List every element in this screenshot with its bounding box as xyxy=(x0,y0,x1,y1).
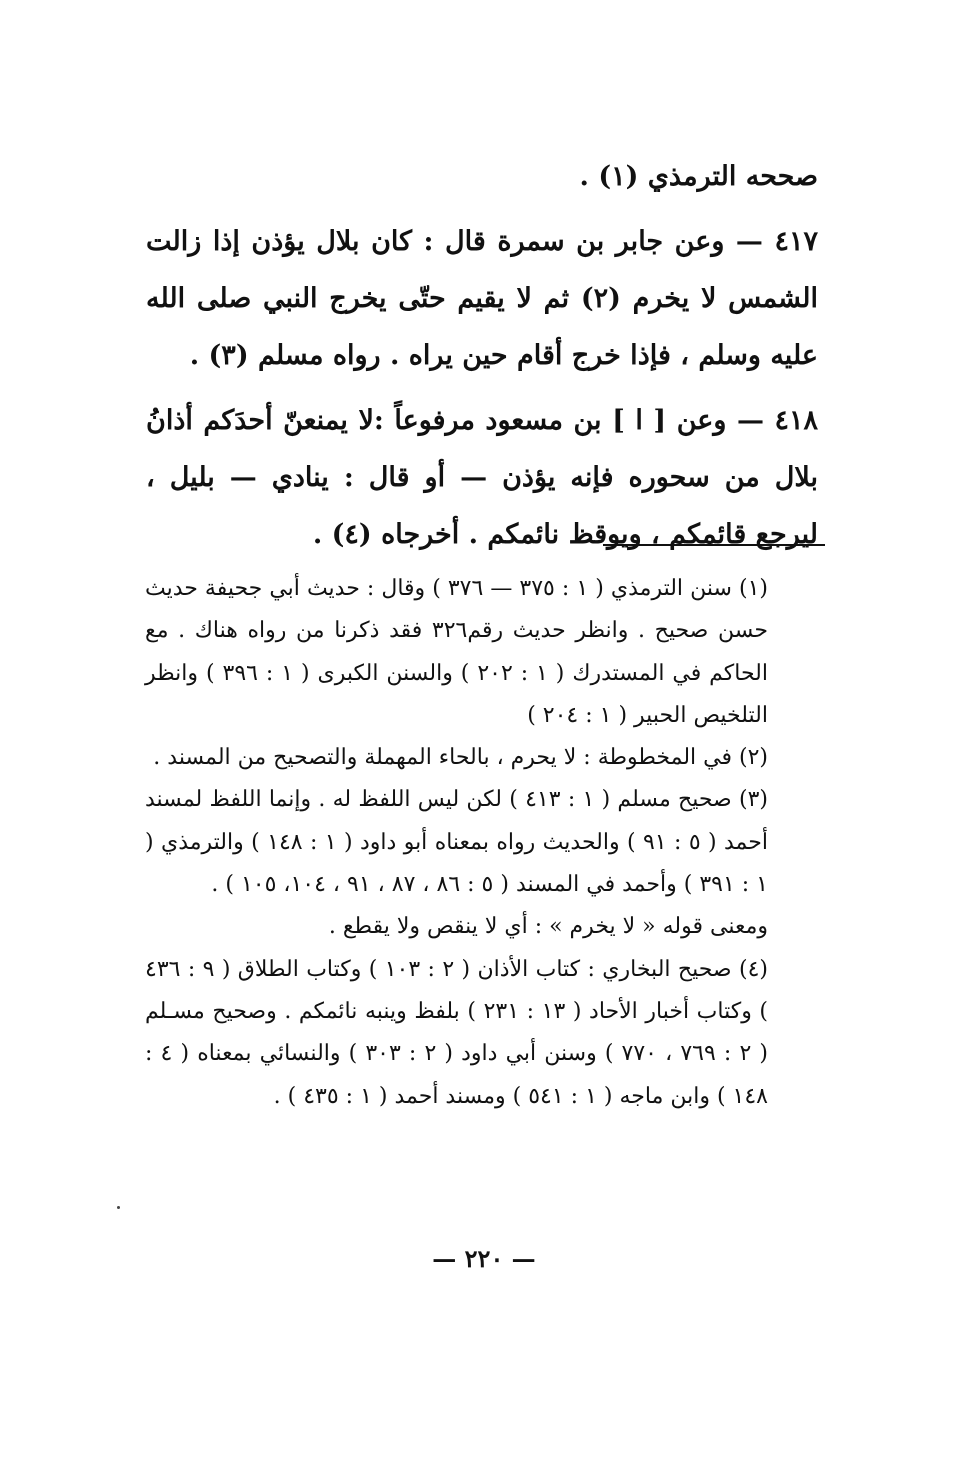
scan-speck xyxy=(117,1206,120,1209)
footnote-3: (٣) صحيح مسلم ( ١ : ٤١٣ ) لكن ليس اللفظ له . وإنما اللفظ لمسند أحمد ( ٥ : ٩١ ) والحديث رواه بمعناه أبو داود ( ١ : ١٤٨ ) والترمذي ( ١ : ٣٩١ ) وأحمد في المسند ( ٥ : ٨٦ ، ٨٧ ، ٩١ ، ١٠٤، ١٠٥ ) . xyxy=(145,787,768,898)
main-text xyxy=(146,148,818,563)
footnote-4: (٤) صحيح البخاري : كتاب الأذان ( ٢ : ١٠٣ ) وكتاب الطلاق ( ٩ : ٤٣٦ ) وكتاب أخبار الأحاد ( ١٣ : ٢٣١ ) بلفظ وينبه نائمكم . وصحيح مسـلم ( ٢ : ٧٦٩ ، ٧٧٠ ) وسنن أبي داود ( ٢ : ٣٠٣ ) والنسائي بمعناه ( ٤ : ١٤٨ ) وابن ماجه ( ١ : ٥٤١ ) ومسند أحمد ( ١ : ٤٣٥ ) . xyxy=(145,956,769,1109)
footnote-separator xyxy=(603,544,825,546)
page-number: — ٢٢٠ — xyxy=(432,1244,536,1273)
footnote-3-meaning: ومعنى قوله « لا يخرم » : أي لا ينقص ولا يقطع . xyxy=(328,914,768,940)
footnotes xyxy=(145,568,813,1118)
footnote-1: (١) سنن الترمذي ( ١ : ٣٧٥ — ٣٧٦ ) وقال : حديث أبي جحيفة حديث حسن صحيح . وانظر حديث رقم٣٢٦ فقد ذكرنا من رواه هناك . مع الحاكم في المستدرك ( ١ : ٢٠٢ ) والسنن الكبرى ( ١ : ٣٩٦ ) وانظر التلخيص الحبير ( ١ : ٢٠٤ ) xyxy=(145,576,768,728)
hadith-418: ٤١٨ — وعن [ ا ] بن مسعود مرفوعاً :لا يمنعنّ أحدَكم أذانُ بلال من سحوره فإنه يؤذن — أو قال : ينادي — بليل ، ليرجع قائمكم ، ويوقظ نائمكم . أخرجاه (٤) . xyxy=(146,405,818,550)
footnote-2: (٢) في المخطوطة : لا يحرم ، بالحاء المهملة والتصحيح من المسند . xyxy=(153,745,768,771)
hadith-417: ٤١٧ — وعن جابر بن سمرة قال : كان بلال يؤذن إذا زالت الشمس لا يخرم (٢) ثم لا يقيم حتّى يخرج النبي صلى الله عليه وسلم ، فإذا خرج أقام حين يراه . رواه مسلم (٣) . xyxy=(146,226,818,371)
previous-hadith-ending: صححه الترمذي (١) . xyxy=(579,161,818,192)
